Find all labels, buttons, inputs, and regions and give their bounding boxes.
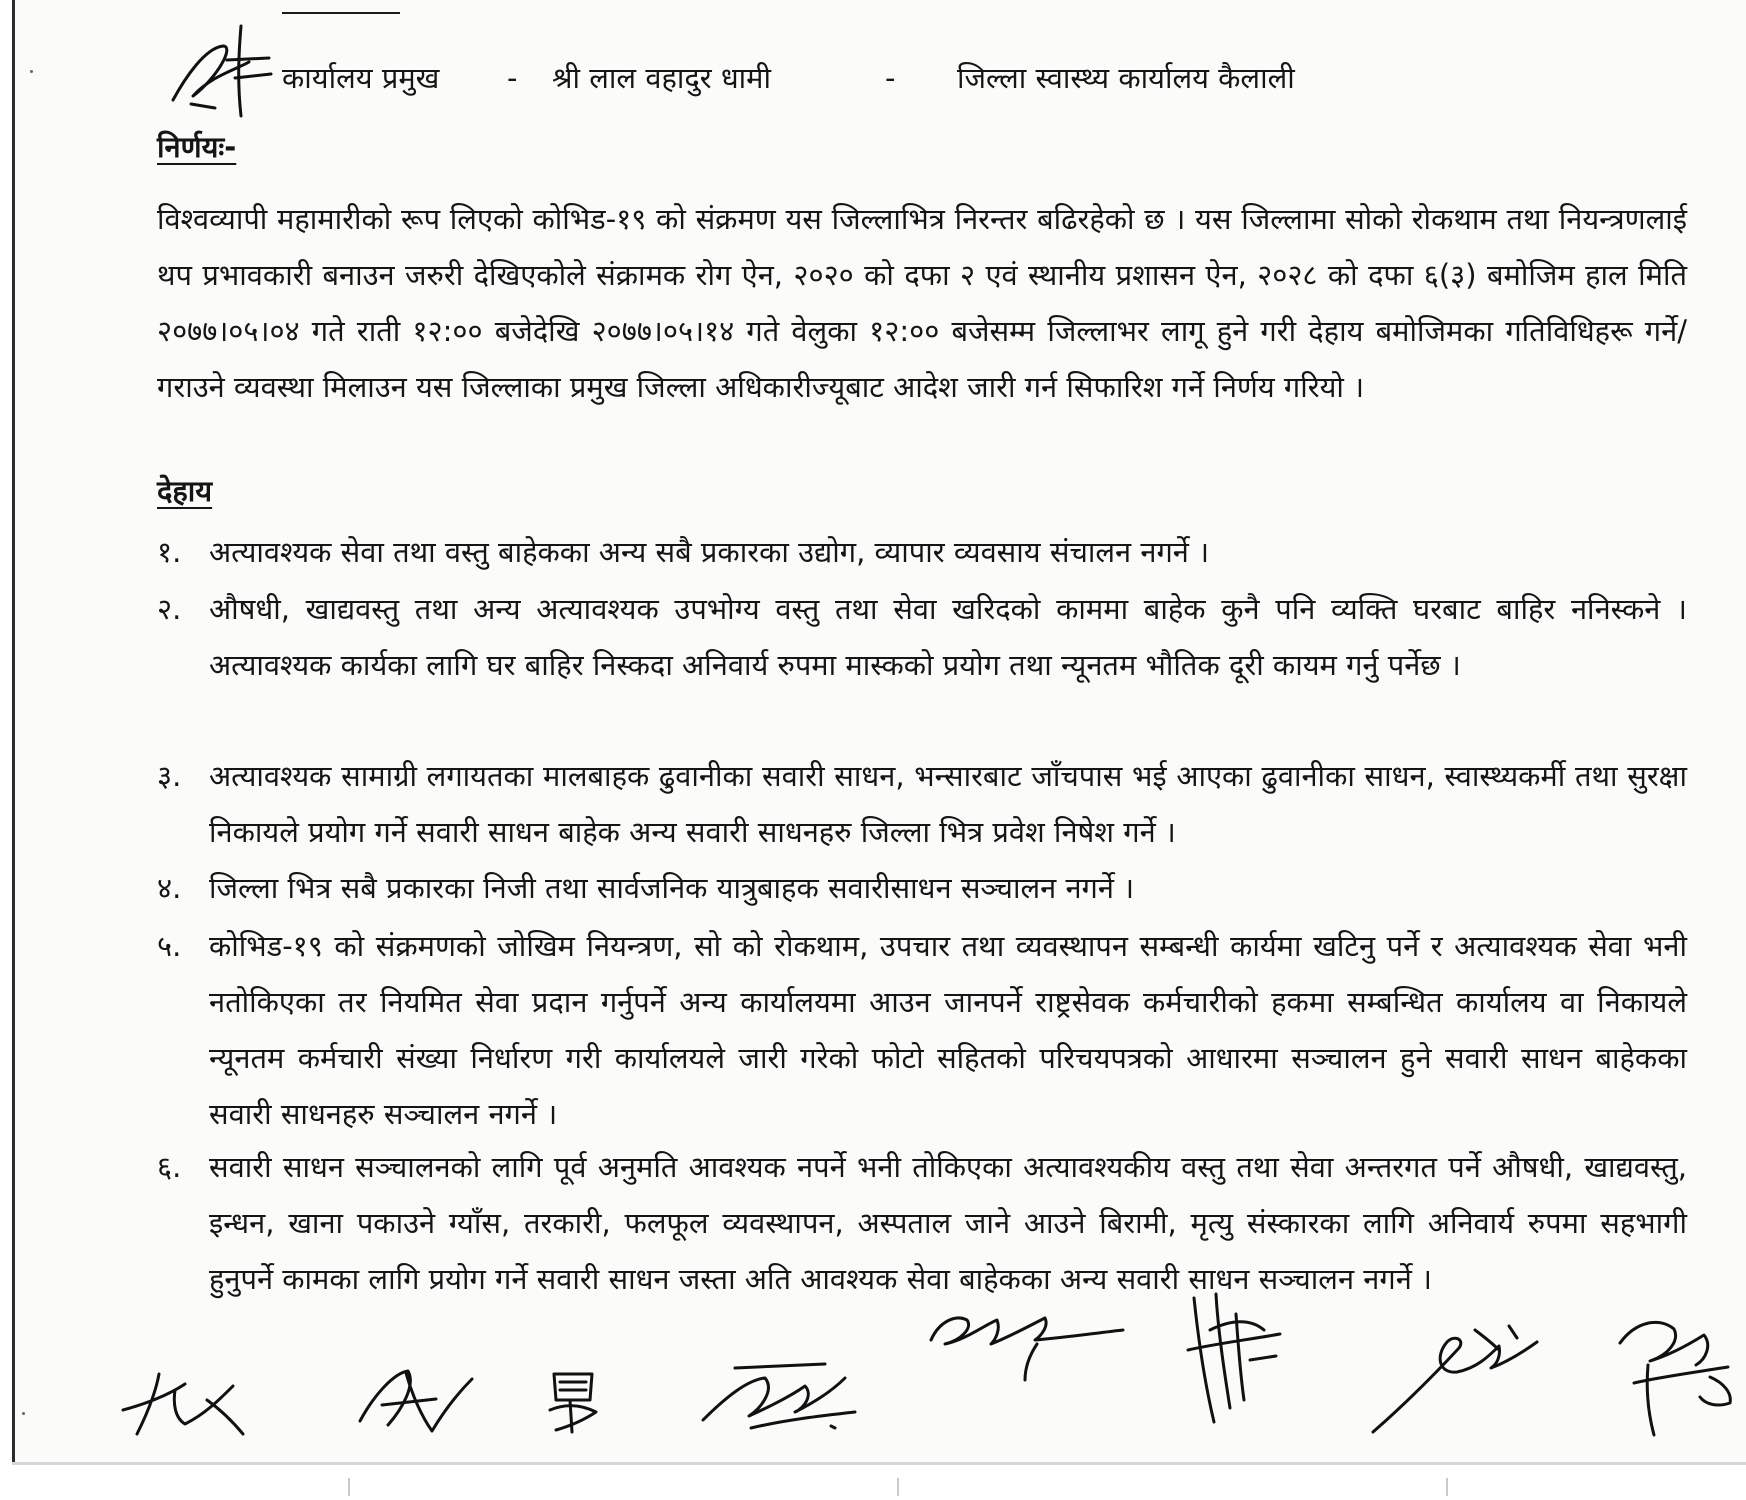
signature-member-4	[695, 1350, 865, 1440]
signature-member-5	[925, 1300, 1135, 1385]
scan-speck	[30, 70, 33, 73]
scan-speck	[22, 1412, 25, 1415]
list-heading: देहाय	[157, 474, 213, 508]
cropped-previous-line	[282, 0, 400, 14]
list-item-text: कोभिड-१९ को संक्रमणको जोखिम नियन्त्रण, सो को रोकथाम, उपचार तथा व्यवस्थापन सम्बन्धी कार्यमा खटिनु पर्ने र अत्यावश्यक सेवा भनी नतोकिएका तर नियमित सेवा प्रदान गर्नुपर्ने अन्य कार्यालयमा आउन जानपर्ने राष्ट्रसेवक कर्मचारीको हकमा सम्बन्धित कार्यालय वा निकायले न्यूनतम कर्मचारी संख्या निर्धारण गरी कार्यालयले जारी गरेको फोटो सहितको परिचयपत्रको आधारमा सञ्चालन हुने सवारी साधन बाहेकका सवारी साधनहरु सञ्चालन नगर्ने ।	[209, 929, 1687, 1131]
list-item-text: अत्यावश्यक सामाग्री लगायतका मालबाहक ढुवानीका सवारी साधन, भन्सारबाट जाँचपास भई आएका ढुवानीका साधन, स्वास्थ्यकर्मी तथा सुरक्षा निकायले प्रयोग गर्ने सवारी साधन बाहेक अन्य सवारी साधनहरु जिल्ला भित्र प्रवेश निषेश गर्ने ।	[209, 759, 1687, 849]
list-item	[157, 1139, 1687, 1307]
page-gap	[0, 1465, 1746, 1500]
list-item-number: ३.	[157, 759, 182, 793]
attendee-name: श्री लाल वहादुर धामी	[552, 61, 772, 95]
list-item-number: ५.	[157, 929, 182, 963]
attendee-office: जिल्ला स्वास्थ्य कार्यालय कैलाली	[957, 61, 1295, 95]
ruler-tick	[1446, 1478, 1448, 1496]
list-item-number: १.	[157, 535, 182, 569]
list-item	[157, 581, 1687, 693]
list-item-number: २.	[157, 592, 182, 626]
list-item-text: अत्यावश्यक सेवा तथा वस्तु बाहेकका अन्य सबै प्रकारका उद्योग, व्यापार व्यवसाय संचालन नगर्ने ।	[209, 535, 1210, 569]
ruler-tick	[897, 1478, 899, 1496]
signature-member-2	[350, 1355, 480, 1445]
decision-paragraph: विश्वव्यापी महामारीको रूप लिएको कोभिड-१९ को संक्रमण यस जिल्लाभित्र निरन्तर बढिरहेको छ । यस जिल्लामा सोको रोकथाम तथा नियन्त्रणलाई थप प्रभावकारी बनाउन जरुरी देखिएकोले संक्रामक रोग ऐन, २०२० को दफा २ एवं स्थानीय प्रशासन ऐन, २०२८ को दफा ६(३) बमोजिम हाल मिति २०७७।०५।०४ गते राती १२:०० बजेदेखि २०७७।०५।१४ गते वेलुका १२:०० बजेसम्म जिल्लाभर लागू हुने गरी देहाय बमोजिमका गतिविधिहरू गर्ने/गराउने व्यवस्था मिलाउन यस जिल्लाका प्रमुख जिल्ला अधिकारीज्यूबाट आदेश जारी गर्न सिफारिश गर्ने निर्णय गरियो ।	[157, 202, 1687, 404]
decision-heading: निर्णयः-	[157, 130, 237, 164]
signature-member-6	[1180, 1290, 1290, 1430]
list-item-number: ६.	[157, 1150, 182, 1184]
ruler-tick	[348, 1478, 350, 1496]
attendee-row	[157, 50, 1687, 106]
signature-member-7	[1365, 1310, 1545, 1440]
attendee-dash: -	[885, 61, 896, 95]
list-item	[157, 748, 1687, 860]
list-item-text: सवारी साधन सञ्चालनको लागि पूर्व अनुमति आवश्यक नपर्ने भनी तोकिएका अत्यावश्यकीय वस्तु तथा सेवा अन्तरगत पर्ने औषधी, खाद्यवस्तु, इन्धन, खाना पकाउने ग्याँस, तरकारी, फलफूल व्यवस्थापन, अस्पताल जाने आउने बिरामी, मृत्यु संस्कारका लागि अनिवार्य रुपमा सहभागी हुनुपर्ने कामका लागि प्रयोग गर्ने सवारी साधन जस्ता अति आवश्यक सेवा बाहेकका अन्य सवारी साधन सञ्चालन नगर्ने ।	[209, 1150, 1687, 1296]
signature-member-1	[115, 1360, 255, 1440]
signature-member-3	[540, 1360, 610, 1440]
attendee-role: कार्यालय प्रमुख	[282, 61, 440, 95]
list-item	[157, 918, 1687, 1142]
signature-member-8	[1600, 1305, 1740, 1440]
list-item	[157, 524, 1687, 580]
list-item-number: ४.	[157, 871, 182, 905]
list-item	[157, 860, 1687, 916]
list-item-text: जिल्ला भित्र सबै प्रकारका निजी तथा सार्वजनिक यात्रुबाहक सवारीसाधन सञ्चालन नगर्ने ।	[209, 871, 1135, 905]
list-item-text: औषधी, खाद्यवस्तु तथा अन्य अत्यावश्यक उपभोग्य वस्तु तथा सेवा खरिदको काममा बाहेक कुनै पनि व्यक्ति घरबाट बाहिर ननिस्कने । अत्यावश्यक कार्यका लागि घर बाहिर निस्कदा अनिवार्य रुपमा मास्कको प्रयोग तथा न्यूनतम भौतिक दूरी कायम गर्नु पर्नेछ ।	[209, 592, 1687, 682]
attendee-dash: -	[507, 61, 518, 95]
